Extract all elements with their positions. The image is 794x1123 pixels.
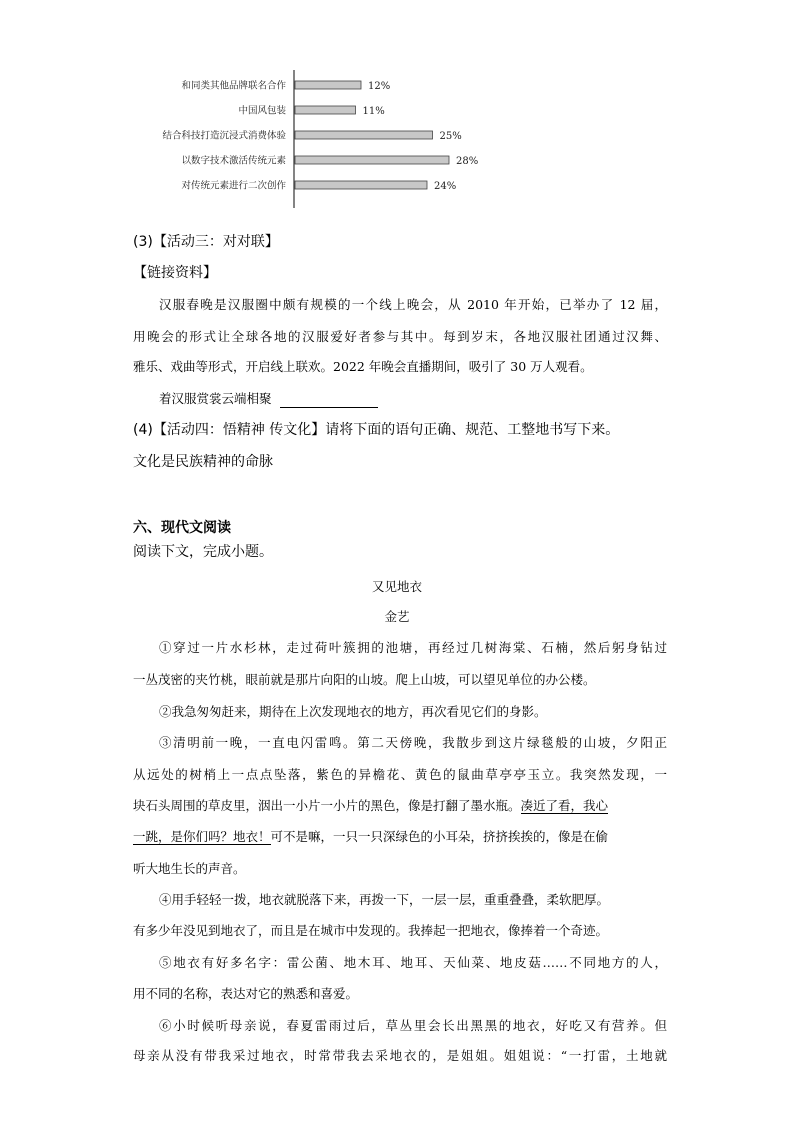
bar-chart [150,68,490,210]
underlined-text: 凑近了看，我心 [520,798,609,813]
category-label: 对传统元素进行二次创作 [181,180,286,192]
value-label: 12% [368,81,391,92]
bar [295,131,433,139]
activity3-heading: (3)【活动三：对对联】 [133,234,279,250]
article-line: 听大地生长的声音。 [133,861,246,876]
article-text: 可不是嘛，一只一只深绿色的小耳朵，挤挤挨挨的，像是在偷 [270,829,609,844]
activity4-heading: (4)【活动四：悟精神 传文化】请将下面的语句正确、规范、工整地书写下来。 [133,422,620,438]
article-line: 用不同的名称，表达对它的熟悉和喜爱。 [133,986,359,1001]
category-label: 和同类其他品牌联名合作 [181,80,286,92]
couplet-upper: 着汉服赏裳云端相聚 [159,391,272,406]
article-author: 金艺 [384,609,410,624]
article-line: ②我急匆匆赶来，期待在上次发现地衣的地方，再次看见它们的身影。 [159,704,547,719]
category-label: 以数字技术激活传统元素 [181,155,286,167]
category-label: 中国风包装 [238,105,286,117]
bar [295,106,356,114]
material-line: 用晚会的形式让全球各地的汉服爱好者参与其中。每到岁末，各地汉服社团通过汉舞、 [133,329,667,344]
value-label: 24% [434,181,457,192]
value-label: 11% [362,106,385,117]
couplet-line [159,390,378,408]
material-heading: 【链接资料】 [133,265,217,281]
article-line: ④用手轻轻一拨，地衣就脱落下来，再拨一下，一层一层，重重叠叠，柔软肥厚。 [159,892,610,907]
underlined-text: 一跳，是你们吗？地衣！ [133,829,271,844]
article-title: 又见地衣 [371,579,422,594]
value-label: 28% [456,156,479,167]
article-line: 从远处的树梢上一点点坠落，紫色的异檐花、黄色的鼠曲草亭亭玉立。我突然发现，一 [133,767,667,782]
section6-instruction: 阅读下文，完成小题。 [133,544,273,560]
article-line: 一丛茂密的夹竹桃，眼前就是那片向阳的山坡。爬上山坡，可以望见单位的办公楼。 [133,672,596,687]
answer-blank[interactable] [280,393,378,408]
article-line: 有多少年没见到地衣了，而且是在城市中发现的。我捧起一把地衣，像捧着一个奇迹。 [133,923,609,938]
material-line: 雅乐、戏曲等形式，开启线上联欢。2022 年晚会直播期间，吸引了 30 万人观看。 [133,359,593,374]
article-line [133,797,608,815]
article-line: ①穿过一片水杉林，走过荷叶簇拥的池塘，再经过几树海棠、石楠，然后躬身钻过 [159,640,667,655]
bar [295,181,427,189]
article-text: 块石头周围的草皮里，洇出一小片一小片的黑色，像是打翻了墨水瓶。 [133,798,521,813]
bar [295,156,449,164]
bar [295,81,361,89]
category-label: 结合科技打造沉浸式消费体验 [162,130,286,142]
article-line: ③清明前一晚，一直电闪雷鸣。第二天傍晚，我散步到这片绿毯般的山坡，夕阳正 [159,735,667,750]
section6-heading: 六、现代文阅读 [133,520,231,536]
activity4-sentence: 文化是民族精神的命脉 [133,454,273,470]
material-line: 汉服春晚是汉服圈中颇有规模的一个线上晚会，从 2010 年开始，已举办了 12 届， [159,297,667,312]
article-line: ⑥小时候听母亲说，春夏雷雨过后，草丛里会长出黑黑的地衣，好吃又有营养。但 [159,1018,667,1033]
article-line [133,828,608,846]
value-label: 25% [439,131,462,142]
article-line: 母亲从没有带我采过地衣，时常带我去采地衣的，是姐姐。姐姐说：“一打雷，土地就 [133,1048,667,1063]
article-line: ⑤地衣有好多名字：雷公菌、地木耳、地耳、天仙菜、地皮菇……不同地方的人， [159,955,667,970]
